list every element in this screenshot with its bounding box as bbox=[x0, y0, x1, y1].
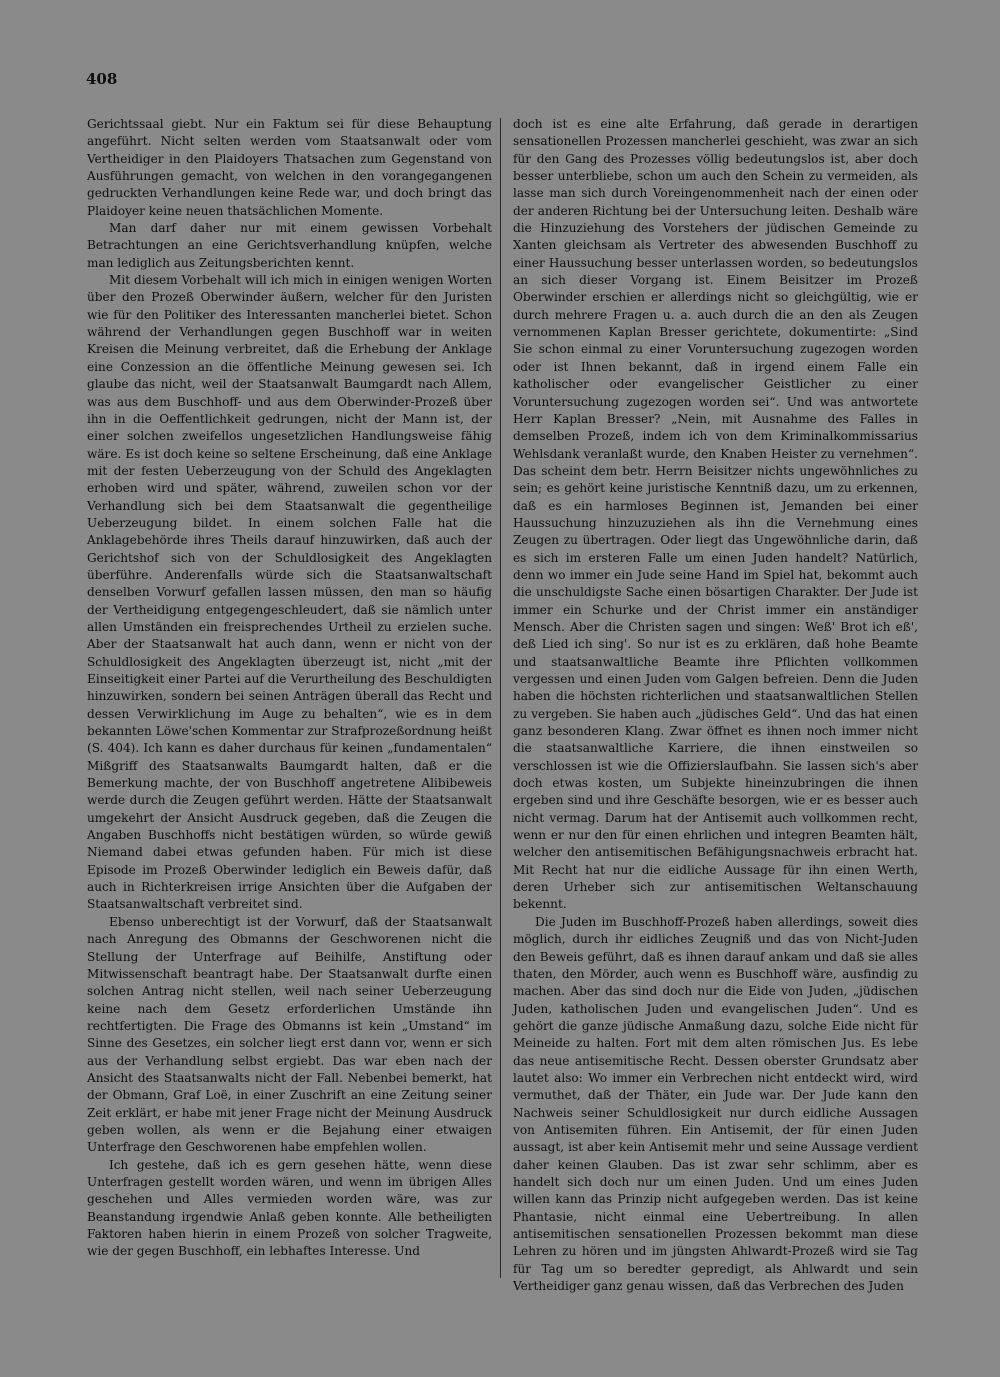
paragraph: doch ist es eine alte Erfahrung, daß gerade in derartigen sensationellen Prozessen mancherlei geschieht, was zwar an sich für den Gang des Prozesses völlig bedeutungslos ist, aber doch besser unterbliebe, schon um auch den Schein zu vermeiden, als lasse man sich durch Voreingenommenheit nach der einen oder der anderen Richtung bei der Untersuchung leiten. Deshalb wäre die Hinzuziehung des Vorstehers der jüdischen Gemeinde zu Xanten gleichsam als Vertreter des abwesenden Buschhoff zu einer Haussuchung besser unterlassen worden, so bedeutungslos an sich dieser Vorgang ist. Einem Beisitzer im Prozeß Oberwinder erschien er allerdings nicht so gleichgültig, wie er durch mehrere Fragen u. a. auch durch die an den als Zeugen vernommenen Kaplan Bresser gerichtete, dokumentirte: „Sind Sie schon einmal zu einer Voruntersuchung zugezogen worden oder ist Ihnen bekannt, daß in irgend einem Falle ein katholischer oder evangelischer Geistlicher zu einer Voruntersuchung zugezogen worden sei“. Und was antwortete Herr Kaplan Bresser? „Nein, mit Ausnahme des Falles in demselben Prozeß, indem ich von dem Kriminalkommissarius Wehlsdank veranlaßt wurde, den Knaben Heister zu vernehmen“. Das scheint dem betr. Herrn Beisitzer nichts ungewöhnliches zu sein; es gehört keine juristische Kenntniß dazu, um zu erkennen, daß es ein harmloses Beginnen ist, Jemanden bei einer Haussuchung hinzuzuziehen als ihn die Vernehmung eines Zeugen zu übertragen. Oder liegt das Ungewöhnliche darin, daß es sich im ersteren Falle um einen Juden handelt? Natürlich, denn wo immer ein Jude seine Hand im Spiel hat, bekommt auch die unschuldigste Sache einen bösartigen Charakter. Der Jude ist immer ein Schurke und der Christ immer ein anständiger Mensch. Aber die Christen sagen und singen: Weß' Brot ich eß', deß Lied ich sing'. So nur ist es zu erklären, daß hohe Beamte und staatsanwaltliche Beamte ihre Pflichten vollkommen vergessen und einen Juden vom Galgen befreien. Denn die Juden haben die höchsten richterlichen und staatsanwaltlichen Stellen zu vergeben. Sie haben auch „jüdisches Geld“. Und das hat einen ganz besonderen Klang. Zwar öffnet es ihnen noch immer nicht die staatsanwaltliche Karriere, die ihnen einstweilen so verschlossen ist wie die Offizierslaufbahn. Sie lassen sich's aber doch etwas kosten, um Subjekte hineinzubringen die ihnen ergeben sind und ihre Geschäfte besorgen, wie er es besser auch nicht vermag. Darum hat der Antisemit auch vollkommen recht, wenn er nur den für einen ehrlichen und integren Beamten hält, welcher den antisemitischen Befähigungsnachweis erbracht hat. Mit Recht hat nur die eidliche Aussage für ihn einen Werth, deren Urheber sich zur antisemitischen Weltanschauung bekennt. bbox=[513, 117, 918, 912]
left-column bbox=[87, 116, 492, 1261]
paragraph: Ebenso unberechtigt ist der Vorwurf, daß der Staatsanwalt nach Anregung des Obmanns der Geschworenen nicht die Stellung der Unterfrage auf Beihilfe, Anstiftung oder Mitwissenschaft beantragt habe. Der Staatsanwalt durfte einen solchen Antrag nicht stellen, weil nach seiner Ueberzeugung keine nach dem Gesetz erforderlichen Umstände ihn rechtfertigten. Die Frage des Obmanns ist kein „Umstand“ im Sinne des Gesetzes, ein solcher liegt erst dann vor, wenn er sich aus der Verhandlung selbst ergiebt. Das war eben nach der Ansicht des Staatsanwalts nicht der Fall. Nebenbei bemerkt, hat der Obmann, Graf Loë, in einer Zuschrift an eine Zeitung seiner Zeit erklärt, er habe mit jener Frage nicht der Meinung Ausdruck geben wollen, als wenn er die Bejahung einer etwaigen Unterfrage den Geschworenen habe empfehlen wollen. bbox=[87, 914, 492, 1155]
page-number: 408 bbox=[86, 70, 118, 88]
column-divider bbox=[500, 118, 501, 1278]
paragraph: Ich gestehe, daß ich es gern gesehen hätte, wenn diese Unterfragen gestellt worden wären, und wenn im übrigen Alles geschehen und Alles vermieden worden wäre, was zur Beanstandung irgendwie Anlaß geben konnte. Alle betheiligten Faktoren haben hierin in einem Prozeß von solcher Tragweite, wie der gegen Buschhoff, ein lebhaftes Interesse. Und bbox=[87, 1157, 492, 1259]
right-column bbox=[513, 116, 918, 1295]
paragraph: Mit diesem Vorbehalt will ich mich in einigen wenigen Worten über den Prozeß Oberwinder äußern, welcher für den Juristen wie für den Politiker des Interessanten mancherlei bietet. Schon während der Verhandlungen gegen Buschhoff war in weiten Kreisen die Meinung verbreitet, daß die Erhebung der Anklage eine Conzession an die öffentliche Meinung gewesen sei. Ich glaube das nicht, weil der Staatsanwalt Baumgardt nach Allem, was aus dem Buschhoff- und aus dem Oberwinder-Prozeß über ihn in die Oeffentlichkeit gedrungen, nicht der Mann ist, der einer solchen zweifellos ungesetzlichen Handlungsweise fähig wäre. Es ist doch keine so seltene Erscheinung, daß eine Anklage mit der festen Ueberzeugung von der Schuld des Angeklagten erhoben wird und später, während, zuweilen schon vor der Verhandlung sich bei dem Staatsanwalt die gegentheilige Ueberzeugung bildet. In einem solchen Falle hat die Anklagebehörde ihres Theils darauf hinzuwirken, daß auch der Gerichtshof sich von der Schuldlosigkeit des Angeklagten überführe. Anderenfalls würde sich die Staatsanwaltschaft denselben Vorwurf gefallen lassen müssen, den man so häufig der Vertheidigung entgegengeschleudert, daß sie nämlich unter allen Umständen ein freisprechendes Urtheil zu erzielen suche. Aber der Staatsanwalt hat auch dann, wenn er nicht von der Schuldlosigkeit des Angeklagten überzeugt ist, nicht „mit der Einseitigkeit einer Partei auf die Verurtheilung des Beschuldigten hinzuwirken, sondern bei seinen Anträgen überall das Recht und dessen Verwirklichung im Auge zu behalten“, wie es in dem bekannten Löwe'schen Kommentar zur Strafprozeßordnung heißt (S. 404). Ich kann es daher durchaus für keinen „fundamentalen“ Mißgriff des Staatsanwalts Baumgardt halten, daß er die Bemerkung machte, der von Buschhoff angetretene Alibibeweis werde durch die Zeugen geführt werden. Hätte der Staatsanwalt umgekehrt der Ansicht Ausdruck gegeben, daß die Zeugen die Angaben Buschhoffs nicht bestätigen würden, so würde gewiß Niemand dabei etwas gefunden haben. Für mich ist diese Episode im Prozeß Oberwinder lediglich ein Beweis dafür, daß auch in Richterkreisen irrige Ansichten über die Aufgaben der Staatsanwaltschaft verbreitet sind. bbox=[87, 273, 492, 912]
paragraph: Gerichtssaal giebt. Nur ein Faktum sei für diese Behauptung angeführt. Nicht selten werden vom Staatsanwalt oder vom Vertheidiger in den Plaidoyers Thatsachen zum Gegenstand von Ausführungen gemacht, von welchen in den vorangegangenen gedruckten Verhandlungen keine Rede war, und doch bringt das Plaidoyer keine neuen thatsächlichen Momente. bbox=[87, 117, 492, 218]
paragraph: Man darf daher nur mit einem gewissen Vorbehalt Betrachtungen an eine Gerichtsverhandlung knüpfen, welche man lediglich aus Zeitungsberichten kennt. bbox=[87, 221, 492, 270]
paragraph: Die Juden im Buschhoff-Prozeß haben allerdings, soweit dies möglich, durch ihr eidliches Zeugniß und das von Nicht-Juden den Beweis geführt, daß es ihnen darauf ankam und daß sie alles thaten, den Mörder, auch wenn es Buschhoff wäre, ausfindig zu machen. Aber das sind doch nur die Eide von Juden, „jüdischen Juden, katholischen Juden und evangelischen Juden“. Und es gehört die ganze jüdische Anmaßung dazu, solche Eide nicht für Meineide zu halten. Fort mit dem alten römischen Jus. Es lebe das neue antisemitische Recht. Dessen oberster Grundsatz aber lautet also: Wo immer ein Verbrechen nicht entdeckt wird, wird vermuthet, daß der Thäter, ein Jude war. Der Jude kann den Nachweis seiner Schuldlosigkeit nur durch eidliche Aussagen von Antisemiten führen. Ein Antisemit, der für einen Juden aussagt, ist aber kein Antisemit mehr und seine Aussage verdient daher keinen Glauben. Das ist zwar sehr schlimm, aber es handelt sich doch nur um einen Juden. Und um eines Juden willen kann das Prinzip nicht aufgegeben werden. Das ist keine Phantasie, nicht einmal eine Uebertreibung. In allen antisemitischen sensationellen Prozessen bekommt man diese Lehren zu hören und im jüngsten Ahlwardt-Prozeß wird sie Tag für Tag um so beredter gepredigt, als Ahlwardt und sein Vertheidiger ganz genau wissen, daß das Verbrechen des Juden bbox=[513, 914, 918, 1294]
